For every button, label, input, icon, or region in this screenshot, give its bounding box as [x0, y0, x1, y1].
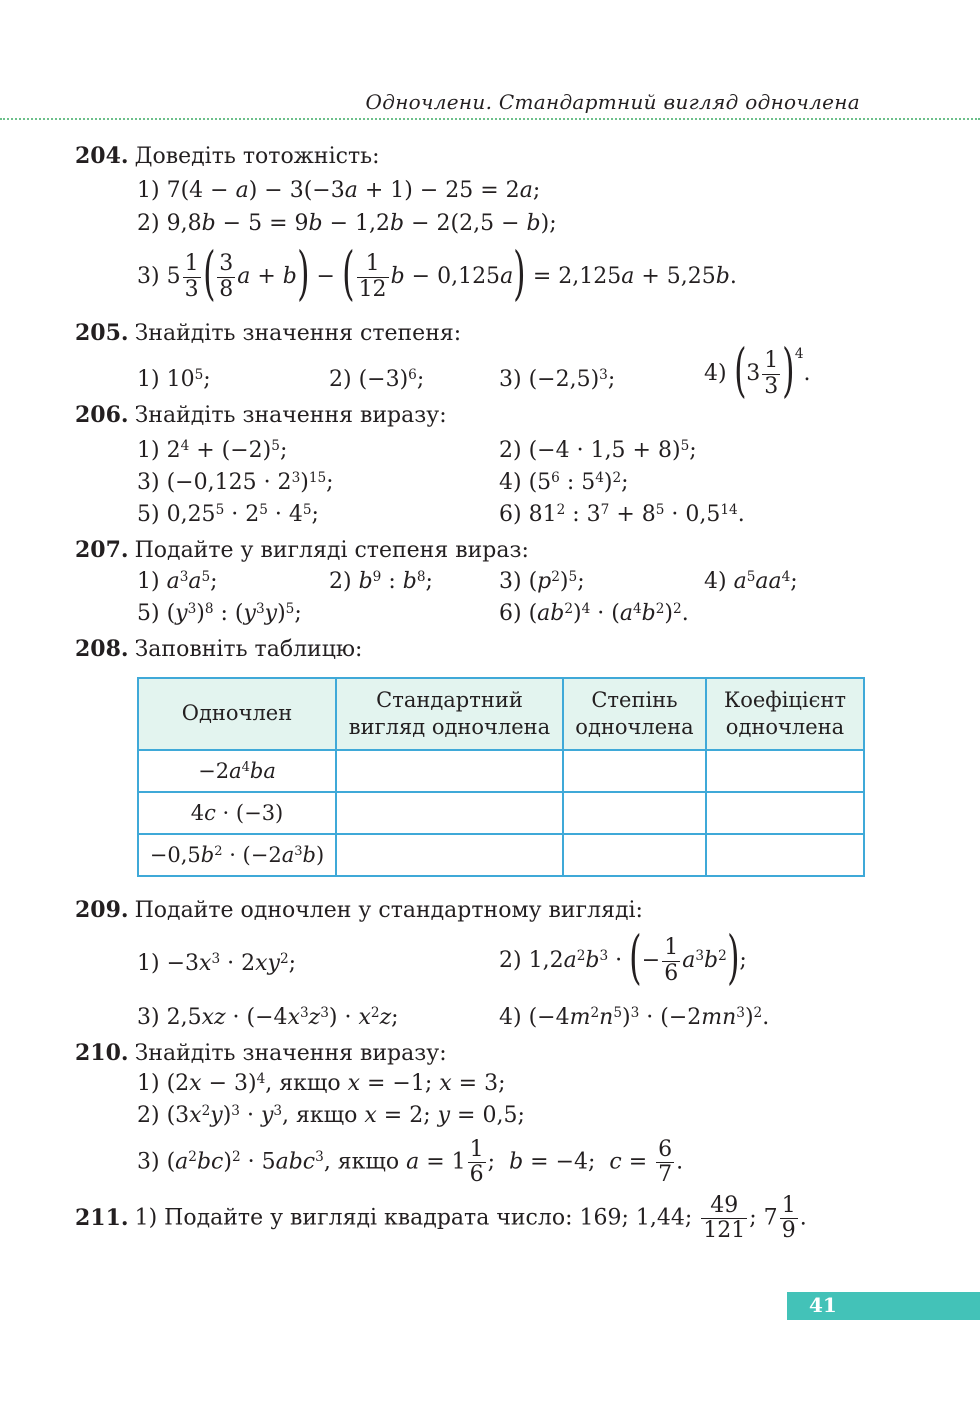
problem-title: Подайте у вигляді степеня вираз:: [134, 538, 529, 563]
problem-210-item-1: 1) $(2x - 3)^4$, якщо x = −1; x = 3;: [137, 1070, 506, 1096]
problem-204-item-3: 3) 5 $\frac{1}{3}$ ( $\frac{3}{8}$ a + b) − ( $\frac{1}{12}$ b − 0,125a) = 2,125a + 5,25b.: [137, 239, 737, 307]
problem-207-item-3: 3) $(p^2)^5$;: [499, 568, 585, 594]
fraction-1-9: $\frac{1}{9}$: [781, 1193, 796, 1244]
problem-207-item-1: 1) $a^3a^5$;: [137, 568, 218, 594]
problem-204-item-2: 2) 9,8b − 5 = 9b − 1,2b − 2(2,5 − b);: [137, 211, 557, 236]
problem-206: [75, 402, 447, 428]
problem-206-item-4: 4) ($5^6$ : $5^4)^2$;: [499, 469, 629, 495]
header-divider: [0, 118, 980, 120]
problem-209-item-3: 3) $2,5xz \cdot (-4x^3z^3) \cdot x^2z$;: [137, 1004, 399, 1030]
page-number-bar: [787, 1292, 980, 1320]
problem-204-item-1: 1) 7(4 − a) − 3(−3a + 1) − 25 = 2a;: [137, 178, 541, 203]
problem-title: Знайдіть значення виразу:: [134, 403, 447, 428]
header-monomial: Одночлен: [138, 678, 336, 750]
problem-number: 211.: [75, 1204, 129, 1231]
problem-208: [75, 636, 362, 662]
problem-210-item-3: 3) $(a^2bc)^2 \cdot 5abc^3$, якщо a = 1 $\frac{1}{6}$ ; b = −4; c = $\frac{6}{7}$ .: [137, 1137, 684, 1188]
problem-206-item-2: 2) $(-4 \cdot 1,5 + 8)^5$;: [499, 437, 697, 463]
problem-205: [75, 320, 461, 346]
table-row: [138, 792, 864, 834]
table-cell-empty[interactable]: [336, 750, 563, 792]
problem-205-item-2: 2) $(-3)^6$;: [329, 366, 425, 392]
problem-title: Знайдіть значення виразу:: [134, 1041, 447, 1066]
table-header-row: [138, 678, 864, 750]
table-row: [138, 834, 864, 876]
header-coefficient: Коефіцієнт одночлена: [706, 678, 864, 750]
table-cell-monomial: 4c · (−3): [138, 792, 336, 834]
page-number: 41: [809, 1293, 837, 1317]
problem-209-item-4: 4) $(-4m^2n^5)^3 \cdot (-2mn^3)^2$.: [499, 1004, 770, 1030]
problem-title: Подайте одночлен у стандартному вигляді:: [134, 898, 643, 923]
running-header: Одночлени. Стандартний вигляд одночлена: [365, 90, 860, 114]
problem-207-item-5: 5) $(y^3)^8$ : $(y^3y)^5$;: [137, 600, 302, 626]
problem-209-item-2: 2) $1,2a^2b^3$ · (− $\frac{1}{6}$ $a^3b^2$);: [499, 923, 747, 991]
problem-number: 208.: [75, 636, 129, 662]
table-cell-empty[interactable]: [563, 750, 706, 792]
problem-205-item-3: 3) $(-2,5)^3$;: [499, 366, 616, 392]
problem-211: 211. 1) Подайте у вигляді квадрата число: 169; 1,44; $\frac{49}{121}$ ; 7 $\frac{1}{9}$ .: [75, 1193, 807, 1244]
monomial-table: [137, 677, 865, 877]
problem-206-item-5: 5) $0,25^5 \cdot 2^5 \cdot 4^5$;: [137, 501, 319, 527]
problem-title: Заповніть таблицю:: [134, 637, 363, 662]
problem-number: 209.: [75, 897, 129, 923]
table-row: [138, 750, 864, 792]
problem-209: [75, 897, 643, 923]
table-cell-empty[interactable]: [706, 834, 864, 876]
problem-209-item-1: $1) -3x^3 \cdot 2xy^2$;: [137, 950, 297, 976]
table-cell-empty[interactable]: [336, 834, 563, 876]
problem-204: [75, 143, 380, 169]
table-cell-monomial: $-0,5b^2 \cdot (-2a^3b)$: [138, 834, 336, 876]
problem-207-item-4: 4) $a^5aa^4$;: [704, 568, 798, 594]
problem-number: 204.: [75, 143, 129, 169]
problem-number: 210.: [75, 1040, 129, 1066]
table-cell-empty[interactable]: [563, 792, 706, 834]
table-cell-monomial: $-2a^4ba$: [138, 750, 336, 792]
problem-number: 206.: [75, 402, 129, 428]
problem-207: [75, 537, 529, 563]
problem-206-item-1: 1) $2^4 + (-2)^5$;: [137, 437, 288, 463]
fraction-49-121: $\frac{49}{121}$: [703, 1193, 746, 1244]
problem-210: [75, 1040, 447, 1066]
problem-number: 207.: [75, 537, 129, 563]
table-cell-empty[interactable]: [706, 792, 864, 834]
problem-207-item-6: 6) $(ab^2)^4 \cdot (a^4b^2)^2$.: [499, 600, 689, 626]
problem-title: 1) Подайте у вигляді квадрата число: 169; 1,44;: [134, 1205, 693, 1231]
table-cell-empty[interactable]: [563, 834, 706, 876]
problem-title: Знайдіть значення степеня:: [134, 321, 462, 346]
table-cell-empty[interactable]: [706, 750, 864, 792]
problem-206-item-3: 3) $(-0,125 \cdot 2^3)^{15}$;: [137, 469, 334, 495]
problem-207-item-2: 2) $b^9$ : $b^8$;: [329, 568, 433, 594]
header-standard-form: Стандартний вигляд одночлена: [336, 678, 563, 750]
problem-205-item-4: 4) (3 $\frac{1}{3}$ )$^4$.: [704, 336, 811, 404]
problem-number: 205.: [75, 320, 129, 346]
table-cell-empty[interactable]: [336, 792, 563, 834]
header-degree: Степінь одночлена: [563, 678, 706, 750]
problem-title: Доведіть тотожність:: [134, 144, 380, 169]
problem-206-item-6: 6) $81^2$ : $3^7 + 8^5 \cdot 0,5^{14}$.: [499, 501, 745, 527]
problem-210-item-2: 2) $(3x^2y)^3 \cdot y^3$, якщо x = 2; y = 0,5;: [137, 1102, 525, 1128]
problem-205-item-1: 1) $10^5$;: [137, 366, 211, 392]
